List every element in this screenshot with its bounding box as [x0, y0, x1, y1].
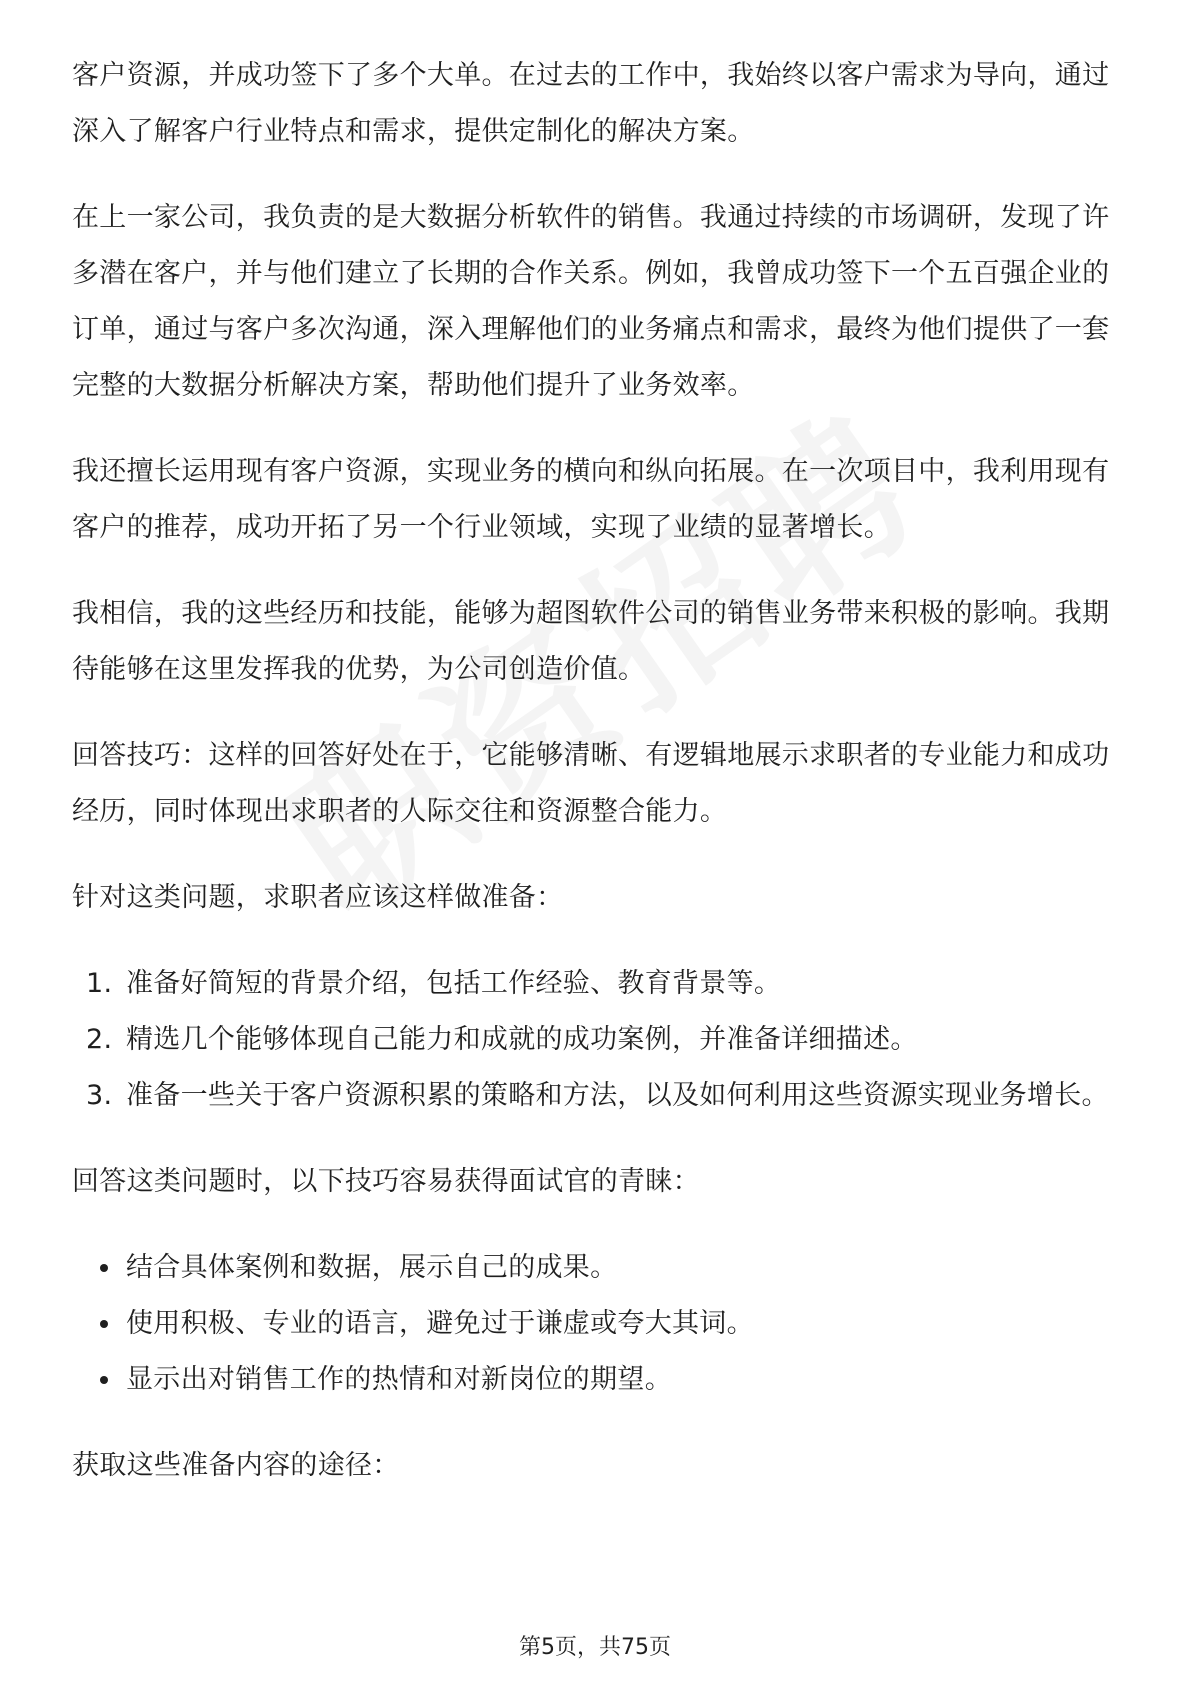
bullet-icon: [100, 1320, 108, 1328]
list-item: [72, 1012, 1120, 1068]
list-item-text: 结合具体案例和数据，展示自己的成果。: [126, 1252, 618, 1283]
list-item: [72, 956, 1120, 1012]
preparation-heading: 针对这类问题，求职者应该这样做准备：: [72, 882, 564, 913]
preparation-list: [72, 956, 1120, 1124]
list-item: [72, 1240, 1120, 1296]
list-item-text: 精选几个能够体现自己能力和成就的成功案例，并准备详细描述。: [126, 1024, 918, 1055]
list-item-text: 准备一些关于客户资源积累的策略和方法，以及如何利用这些资源实现业务增长。: [126, 1080, 1109, 1111]
list-item-text: 准备好简短的背景介绍，包括工作经验、教育背景等。: [126, 968, 782, 999]
list-item: [72, 1296, 1120, 1352]
paragraph: 我还擅长运用现有客户资源，实现业务的横向和纵向拓展。在一次项目中，我利用现有客户的推荐，成功开拓了另一个行业领域，实现了业绩的显著增长。: [72, 456, 1110, 543]
document-body: [72, 48, 1120, 1524]
list-number: 1.: [86, 968, 113, 999]
sources-heading: 获取这些准备内容的途径：: [72, 1450, 400, 1481]
list-number: 3.: [86, 1080, 113, 1111]
list-number: 2.: [86, 1024, 113, 1055]
paragraph: 我相信，我的这些经历和技能，能够为超图软件公司的销售业务带来积极的影响。我期待能够在这里发挥我的优势，为公司创造价值。: [72, 598, 1110, 685]
list-item: [72, 1352, 1120, 1408]
list-item-text: 使用积极、专业的语言，避免过于谦虚或夸大其词。: [126, 1308, 754, 1339]
tips-heading: 回答这类问题时，以下技巧容易获得面试官的青睐：: [72, 1166, 700, 1197]
page-number: 第5页，共75页: [519, 1635, 671, 1660]
paragraph: 在上一家公司，我负责的是大数据分析软件的销售。我通过持续的市场调研，发现了许多潜在客户，并与他们建立了长期的合作关系。例如，我曾成功签下一个五百强企业的订单，通过与客户多次沟通，深入理解他们的业务痛点和需求，最终为他们提供了一套完整的大数据分析解决方案，帮助他们提升了业务效率。: [72, 202, 1110, 401]
bullet-icon: [100, 1264, 108, 1272]
bullet-icon: [100, 1376, 108, 1384]
paragraph: 客户资源，并成功签下了多个大单。在过去的工作中，我始终以客户需求为导向，通过深入了解客户行业特点和需求，提供定制化的解决方案。: [72, 60, 1110, 147]
list-item-text: 显示出对销售工作的热情和对新岗位的期望。: [126, 1364, 672, 1395]
tips-list: [72, 1240, 1120, 1408]
answer-tips-paragraph: 回答技巧：这样的回答好处在于，它能够清晰、有逻辑地展示求职者的专业能力和成功经历，同时体现出求职者的人际交往和资源整合能力。: [72, 740, 1110, 827]
list-item: [72, 1068, 1120, 1124]
